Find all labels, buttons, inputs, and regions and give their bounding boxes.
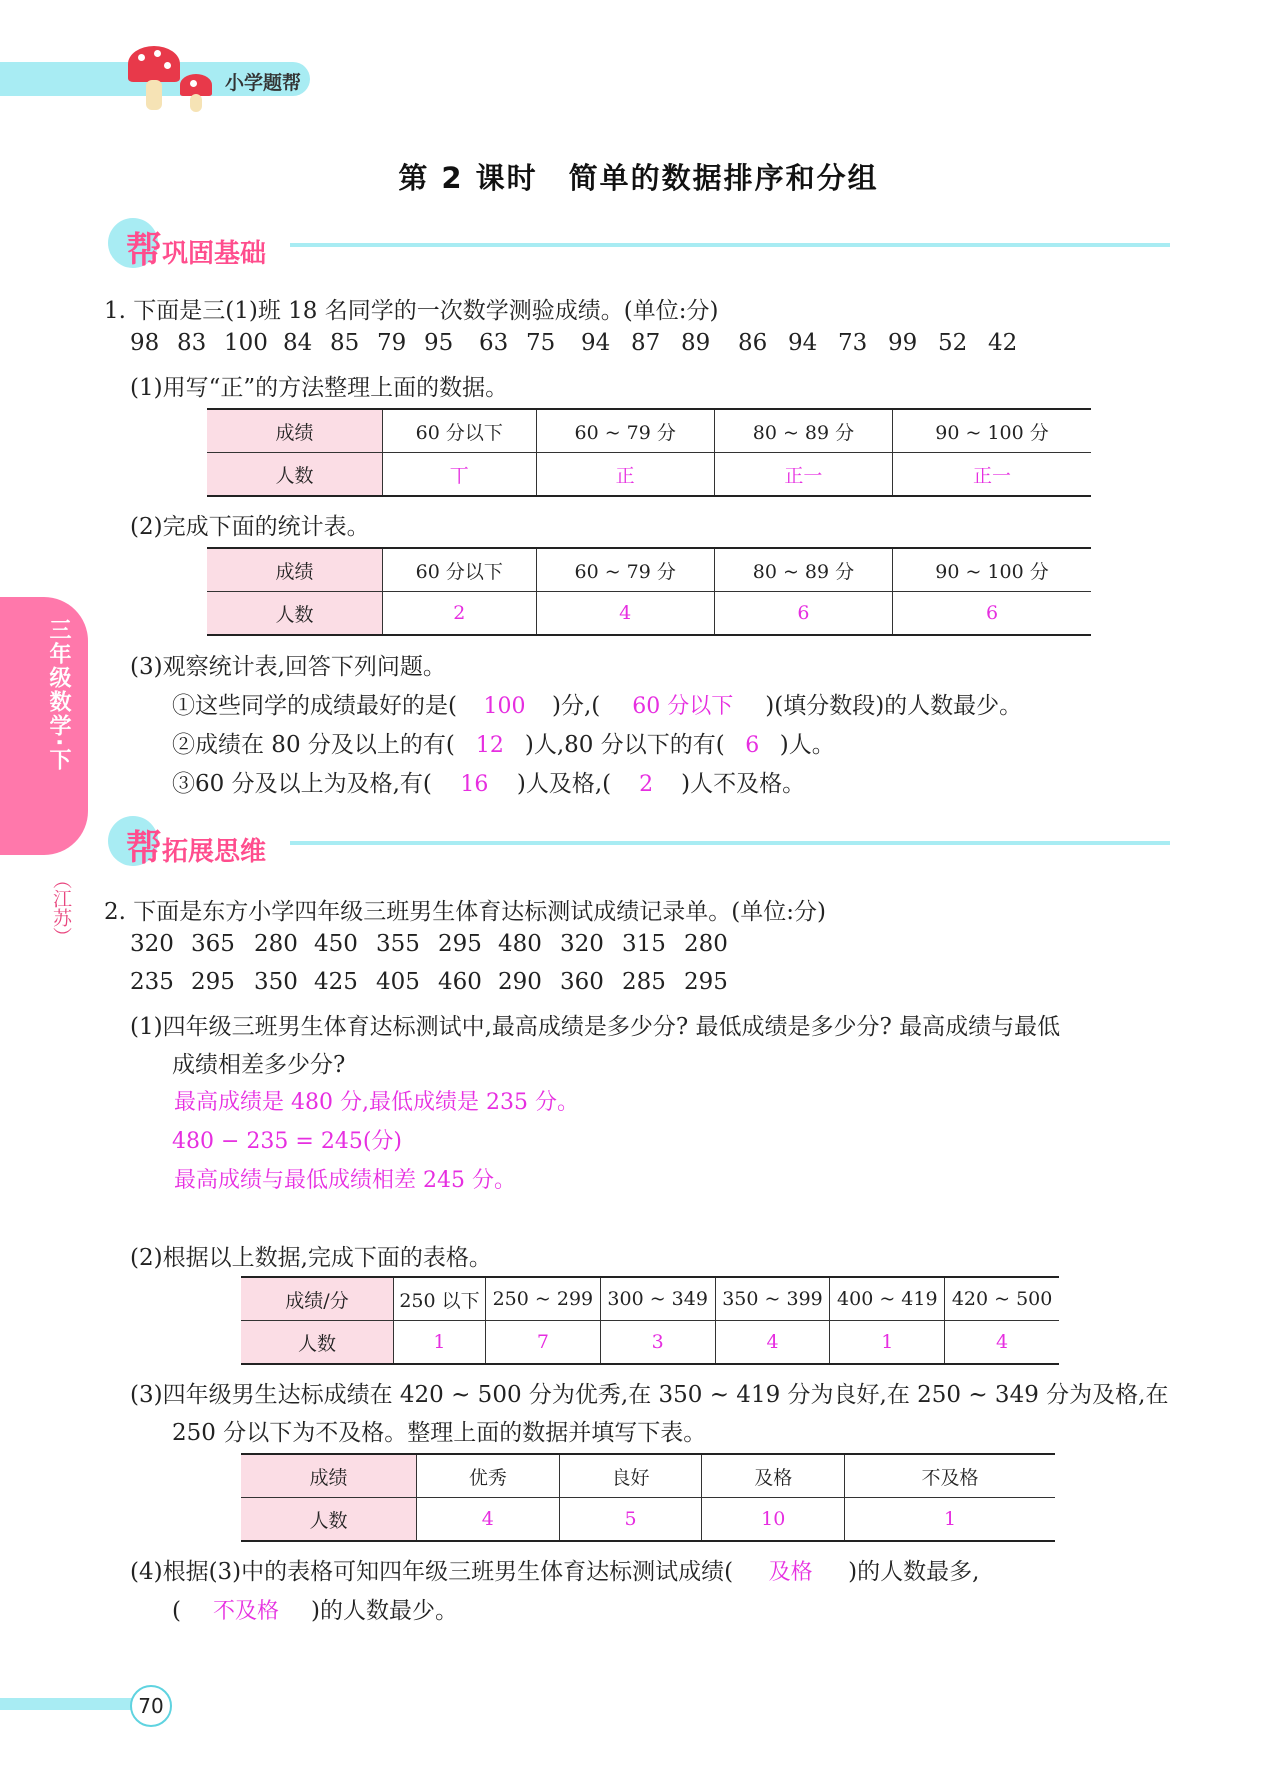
tally-cell: 丅 (383, 453, 537, 497)
q1-sub2: ②成绩在 80 分及以上的有( 12 )人,80 分以下的有( 6 )人。 (172, 732, 835, 758)
section-basic-badge: 帮 (126, 230, 163, 271)
section-basic-divider (290, 243, 1170, 247)
q2-part3-line1: (3)四年级男生达标成绩在 420 ~ 500 分为优秀,在 350 ~ 419 分为良好,在 250 ~ 349 分为及格,在 (130, 1382, 1169, 1408)
stats-table-1: 成绩 60 分以下 60 ~ 79 分 80 ~ 89 分 90 ~ 100 分 人数 2 4 6 6 (207, 547, 1091, 636)
section-extend-divider (290, 841, 1170, 845)
stats-table-2: 成绩/分 250 以下 250 ~ 299 300 ~ 349 350 ~ 399 400 ~ 419 420 ~ 500 人数 1 7 3 4 1 4 (241, 1276, 1059, 1365)
q1-sub3: ③60 分及以上为及格,有( 16 )人及格,( 2 )人不及格。 (172, 771, 806, 797)
side-tab-label: 三年级数学·下 (46, 618, 71, 773)
q2-stem: 2. 下面是东方小学四年级三班男生体育达标测试成绩记录单。(单位:分) (104, 899, 826, 925)
side-region-label: （江苏） (50, 870, 72, 946)
q2-scores-row1: 320 365 280 450 355 295 480 320 315 280 (130, 931, 728, 957)
q1-part3: (3)观察统计表,回答下列问题。 (130, 654, 446, 680)
q2-part1-answer-3: 最高成绩与最低成绩相差 245 分。 (174, 1168, 516, 1193)
stats-table-3: 成绩 优秀 良好 及格 不及格 人数 4 5 10 1 (241, 1453, 1055, 1542)
q1-part1: (1)用写“正”的方法整理上面的数据。 (130, 375, 509, 401)
tally-table: 成绩 60 分以下 60 ~ 79 分 80 ~ 89 分 90 ~ 100 分 人数 丅 正 正一 正一 (207, 408, 1091, 497)
page-number-band (0, 1698, 150, 1710)
q1-part2: (2)完成下面的统计表。 (130, 514, 370, 540)
tally-cell: 正 (536, 453, 714, 497)
q2-part3-line2: 250 分以下为不及格。整理上面的数据并填写下表。 (172, 1420, 707, 1446)
q1-stem: 1. 下面是三(1)班 18 名同学的一次数学测验成绩。(单位:分) (104, 298, 719, 324)
tally-cell: 正一 (893, 453, 1091, 497)
page-title: 第 2 课时 简单的数据排序和分组 (398, 161, 879, 195)
q2-part4-line2: ( 不及格 )的人数最少。 (172, 1598, 458, 1624)
q2-part1-answer-1: 最高成绩是 480 分,最低成绩是 235 分。 (174, 1090, 579, 1115)
page-number: 70 (130, 1685, 172, 1727)
brand-label: 小学题帮 (225, 72, 302, 94)
q2-part1-answer-2: 480 − 235 = 245(分) (172, 1129, 402, 1154)
section-basic-title: 巩固基础 (162, 239, 267, 269)
q2-part2: (2)根据以上数据,完成下面的表格。 (130, 1245, 492, 1271)
q1-scores: 98 83 100 84 85 79 95 63 75 94 87 89 86 94 73 99 52 42 (130, 330, 1018, 356)
q2-scores-row2: 235 295 350 425 405 460 290 360 285 295 (130, 969, 728, 995)
q2-part1-line1: (1)四年级三班男生体育达标测试中,最高成绩是多少分? 最低成绩是多少分? 最高成绩与最低 (130, 1014, 1061, 1040)
q2-part4-line1: (4)根据(3)中的表格可知四年级三班男生体育达标测试成绩( 及格 )的人数最多, (130, 1559, 980, 1585)
section-extend-badge: 帮 (126, 828, 163, 869)
mushroom-logo-icon (128, 46, 218, 116)
section-extend-title: 拓展思维 (162, 837, 267, 867)
tally-cell: 正一 (714, 453, 892, 497)
q2-part1-line2: 成绩相差多少分? (172, 1052, 346, 1078)
q1-sub1: ①这些同学的成绩最好的是( 100 )分,( 60 分以下 )(填分数段)的人数最少。 (172, 693, 1023, 719)
